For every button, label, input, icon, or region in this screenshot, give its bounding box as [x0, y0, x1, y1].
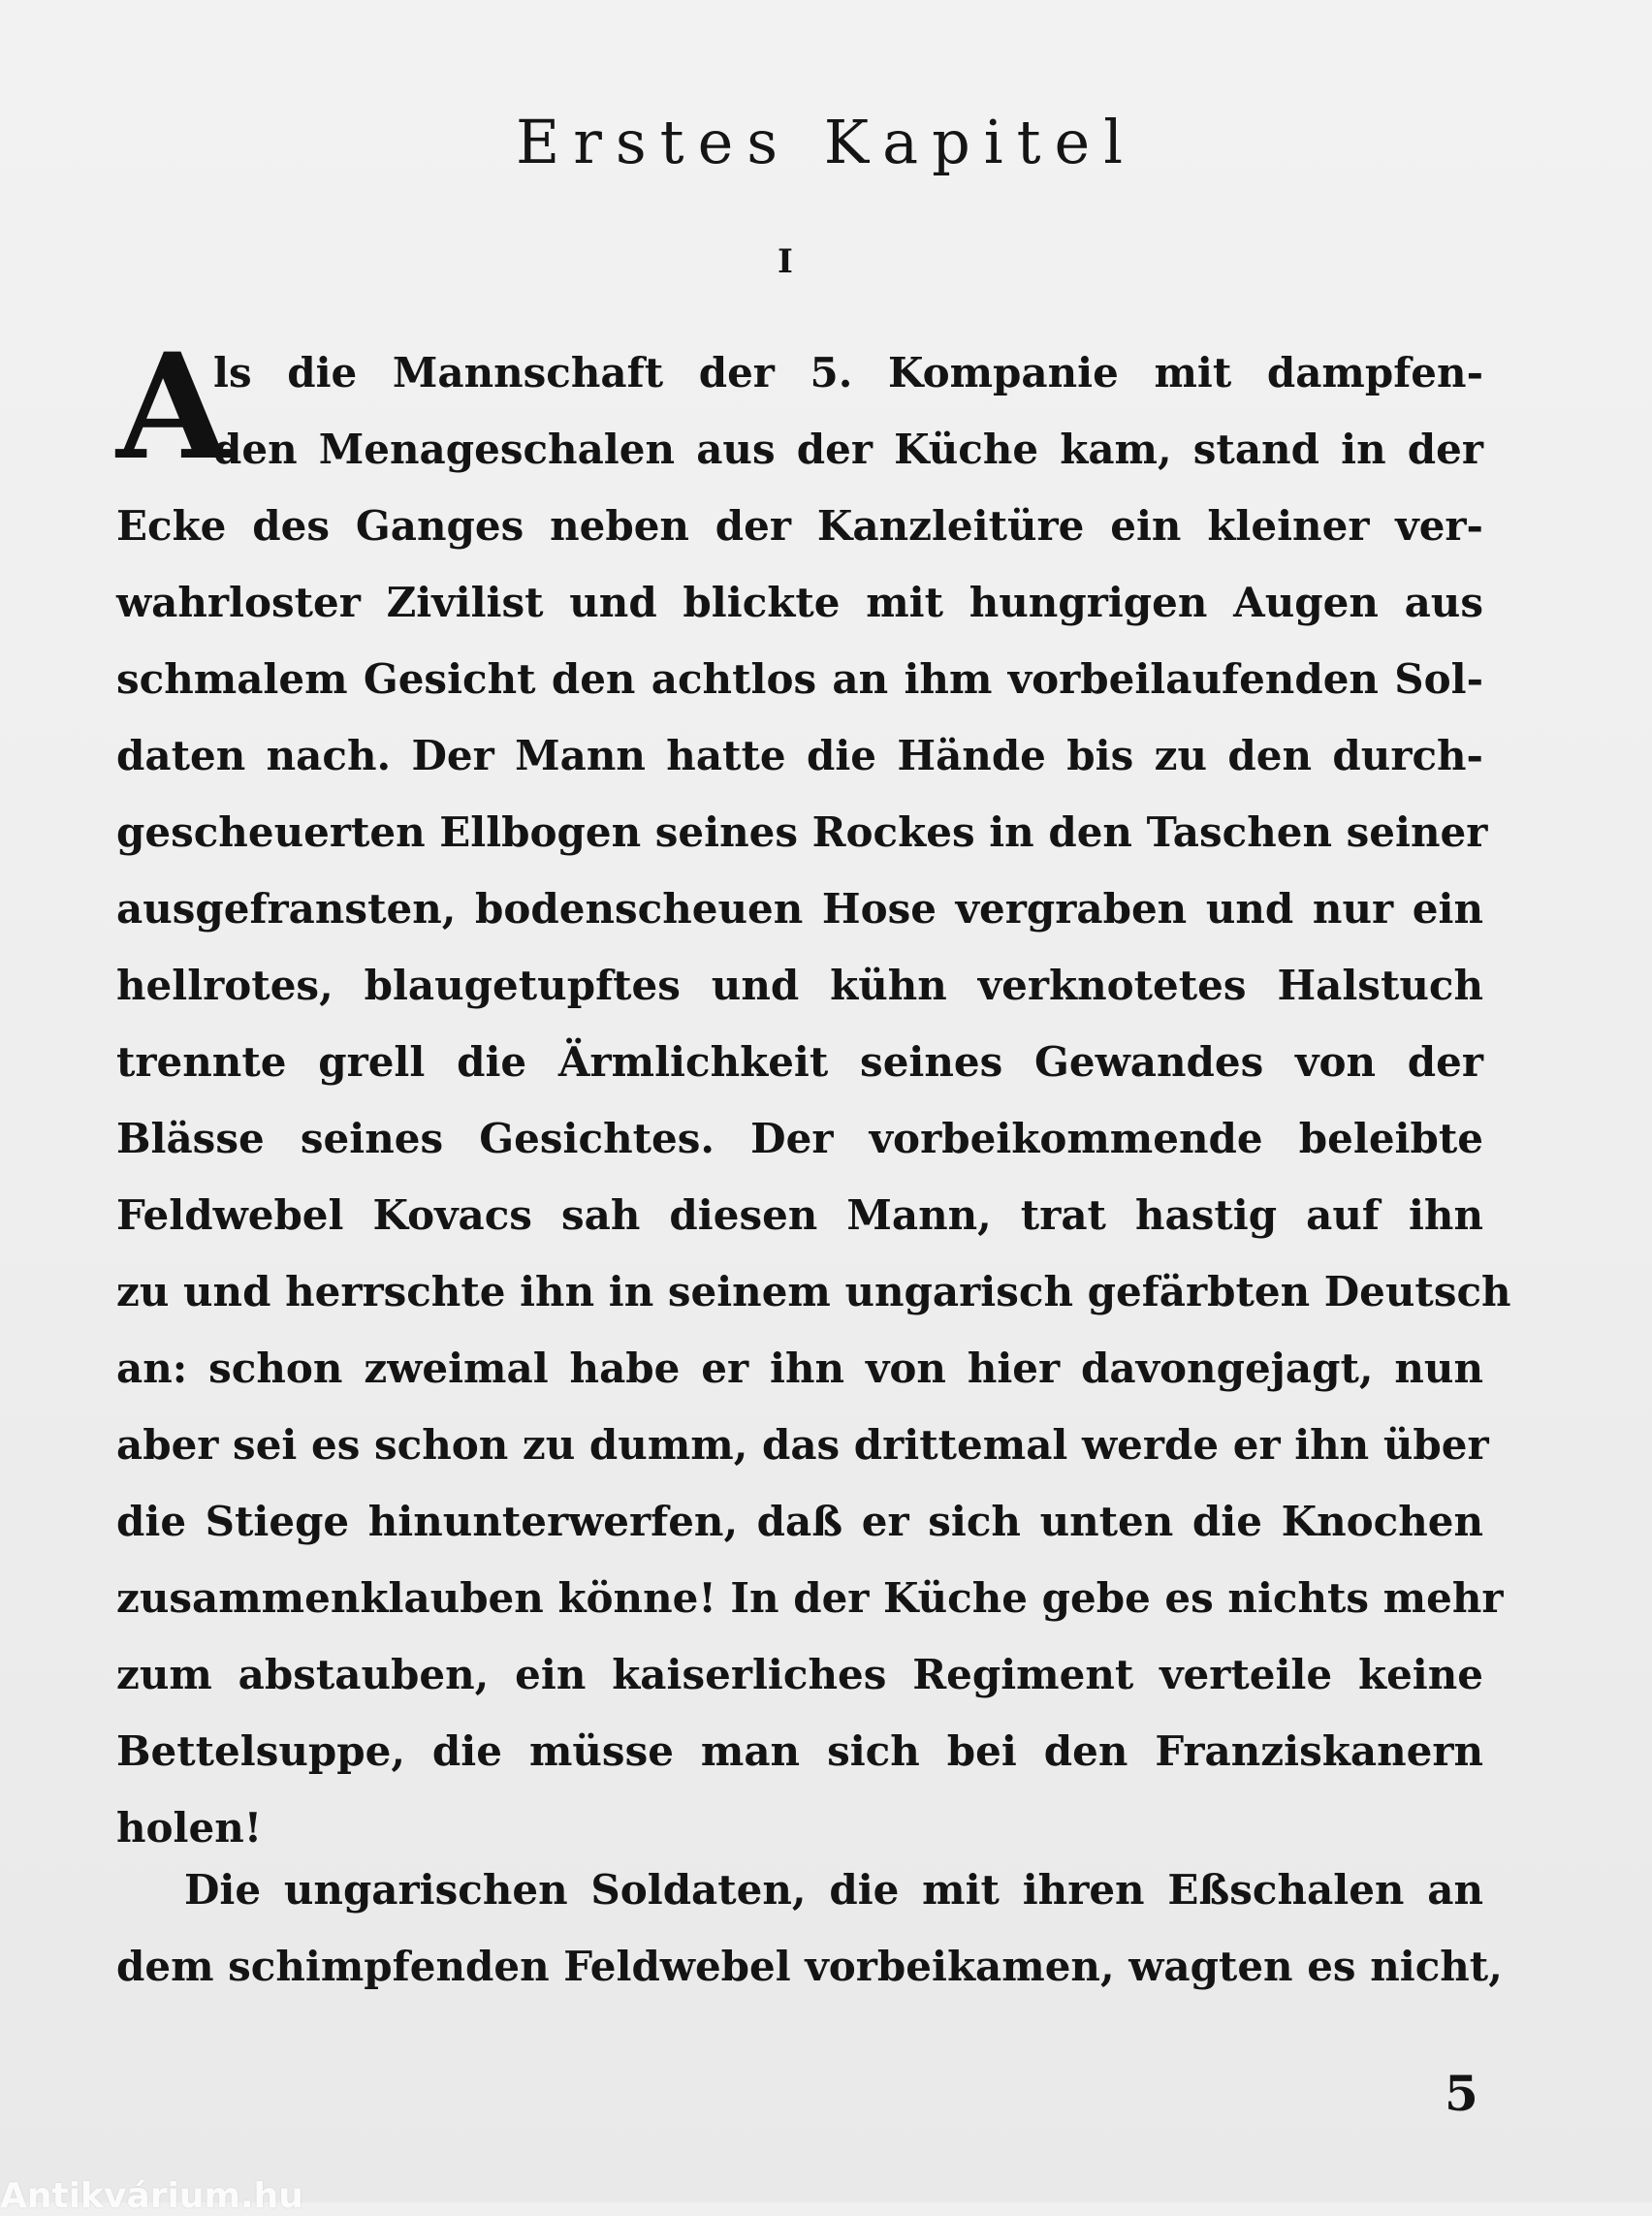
text-line: den Menageschalen aus der Küche kam, stand in der: [213, 426, 1483, 473]
watermark: Antikvárium.hu: [0, 2176, 303, 2216]
text-line: gescheuerten Ellbogen seines Rockes in den Taschen seiner: [116, 808, 1488, 856]
text-line: wahrloster Zivilist und blickte mit hungrigen Augen aus: [116, 579, 1483, 626]
text-line: holen!: [116, 1804, 263, 1852]
text-line: Ecke des Ganges neben der Kanzleitüre ein kleiner ver-: [116, 502, 1483, 550]
text-line: dem schimpfenden Feldwebel vorbeikamen, wagten es nicht,: [116, 1943, 1503, 1990]
text-line: Blässe seines Gesichtes. Der vorbeikommende beleibte: [116, 1115, 1483, 1162]
text-line: hellrotes, blaugetupftes und kühn verknotetes Halstuch: [116, 962, 1483, 1009]
text-line: schmalem Gesicht den achtlos an ihm vorbeilaufenden Sol-: [116, 655, 1483, 703]
text-line: Die ungarischen Soldaten, die mit ihren Eßschalen an: [184, 1866, 1483, 1914]
text-line: aber sei es schon zu dumm, das drittemal werde er ihn über: [116, 1421, 1489, 1469]
text-line: zum abstauben, ein kaiserliches Regiment verteile keine: [116, 1651, 1483, 1698]
text-line: die Stiege hinunterwerfen, daß er sich unten die Knochen: [116, 1498, 1483, 1545]
text-line: an: schon zweimal habe er ihn von hier davongejagt, nun: [116, 1345, 1483, 1392]
paragraph-2: [116, 1852, 1503, 2005]
text-line: trennte grell die Ärmlichkeit seines Gewandes von der: [116, 1038, 1483, 1086]
text-line: Bettelsuppe, die müsse man sich bei den Franziskanern: [116, 1727, 1483, 1775]
text-line: ls die Mannschaft der 5. Kompanie mit dampfen-: [213, 349, 1483, 396]
text-line: Feldwebel Kovacs sah diesen Mann, trat hastig auf ihn: [116, 1191, 1483, 1239]
paragraph-1: [116, 322, 1511, 1866]
text-line: ausgefransten, bodenscheuen Hose vergraben und nur ein: [116, 885, 1483, 933]
text-line: zusammenklauben könne! In der Küche gebe es nichts mehr: [116, 1574, 1504, 1622]
text-line: zu und herrschte ihn in seinem ungarisch gefärbten Deutsch: [116, 1268, 1511, 1315]
text-line: daten nach. Der Mann hatte die Hände bis zu den durch-: [116, 732, 1483, 779]
drop-cap: A: [116, 322, 230, 492]
section-number: I: [778, 242, 793, 281]
page-number: 5: [1445, 2065, 1478, 2122]
chapter-title: Erstes Kapitel: [515, 107, 1137, 177]
